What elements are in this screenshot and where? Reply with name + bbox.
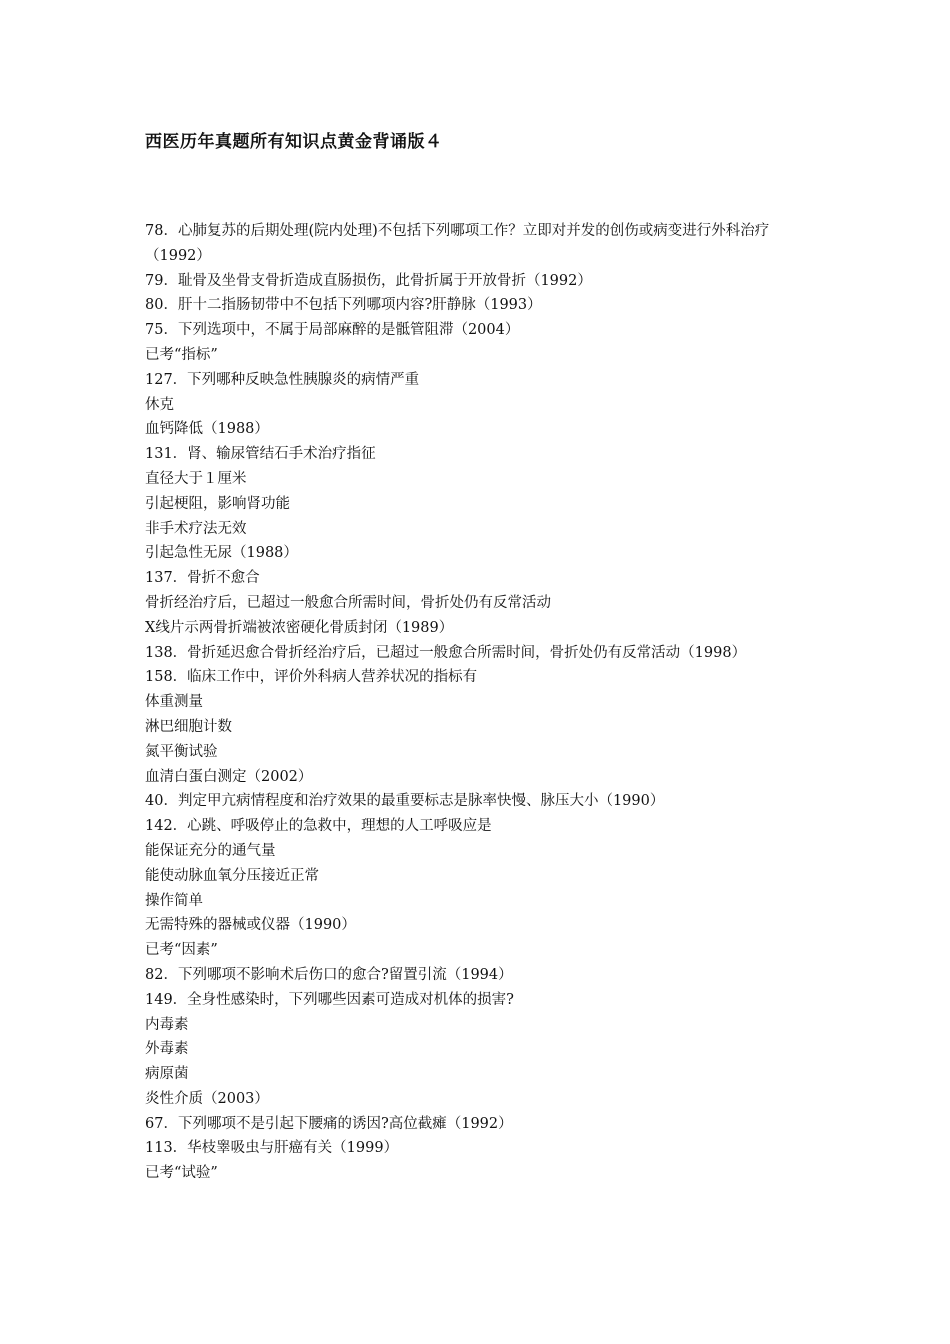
text-line: 131．肾、输尿管结石手术治疗指征: [145, 446, 376, 463]
text-line: 82．下列哪项不影响术后伤口的愈合?留置引流（1994）: [145, 966, 513, 983]
text-line: 已考“指标”: [145, 346, 218, 363]
text-line: 149．全身性感染时，下列哪些因素可造成对机体的损害?: [145, 991, 514, 1008]
text-line: 血钙降低（1988）: [145, 421, 269, 438]
text-line: 骨折经治疗后，已超过一般愈合所需时间，骨折处仍有反常活动: [145, 594, 551, 611]
text-line: 能使动脉血氧分压接近正常: [145, 867, 319, 884]
document-body: [145, 219, 810, 1186]
text-line: 体重测量: [145, 694, 203, 711]
text-line: 已考“因素”: [145, 942, 218, 959]
text-line: 氮平衡试验: [145, 743, 218, 760]
text-line: 非手术疗法无效: [145, 520, 247, 537]
text-line: 80．肝十二指肠韧带中不包括下列哪项内容?肝静脉（1993）: [145, 297, 542, 314]
text-line: 142．心跳、呼吸停止的急救中，理想的人工呼吸应是: [145, 818, 492, 835]
text-line: 79．耻骨及坐骨支骨折造成直肠损伤，此骨折属于开放骨折（1992）: [145, 272, 592, 289]
text-line: 能保证充分的通气量: [145, 842, 276, 859]
text-line: 引起急性无尿（1988）: [145, 545, 298, 562]
text-line: 血清白蛋白测定（2002）: [145, 768, 313, 785]
text-line: 淋巴细胞计数: [145, 718, 232, 735]
document-title: 西医历年真题所有知识点黄金背诵版４: [145, 132, 443, 152]
text-line: 病原菌: [145, 1066, 189, 1083]
text-line: 158．临床工作中，评价外科病人营养状况的指标有: [145, 669, 478, 686]
text-line: 引起梗阻，影响肾功能: [145, 495, 290, 512]
text-line: 炎性介质（2003）: [145, 1090, 269, 1107]
text-line: 127．下列哪种反映急性胰腺炎的病情严重: [145, 371, 420, 388]
text-line: 75．下列选项中，不属于局部麻醉的是骶管阻滞（2004）: [145, 322, 520, 339]
text-line: 67．下列哪项不是引起下腰痛的诱因?高位截瘫（1992）: [145, 1115, 513, 1132]
text-line: 137．骨折不愈合: [145, 570, 260, 587]
text-line: X线片示两骨折端被浓密硬化骨质封闭（1989）: [145, 619, 454, 636]
text-line: 113．华枝睾吸虫与肝癌有关（1999）: [145, 1140, 399, 1157]
text-line: 内毒素: [145, 1016, 189, 1033]
text-line: 操作简单: [145, 892, 203, 909]
text-line: 40．判定甲亢病情程度和治疗效果的最重要标志是脉率快慢、脉压大小（1990）: [145, 793, 665, 810]
text-line: 78．心肺复苏的后期处理(院内处理)不包括下列哪项工作？立即对并发的创伤或病变进行外科治疗（1992）: [145, 223, 770, 264]
text-line: 休克: [145, 396, 174, 413]
text-line: 直径大于１厘米: [145, 470, 247, 487]
text-line: 无需特殊的器械或仪器（1990）: [145, 917, 356, 934]
text-line: 已考“试验”: [145, 1165, 218, 1182]
text-line: 138．骨折延迟愈合骨折经治疗后，已超过一般愈合所需时间，骨折处仍有反常活动（1998）: [145, 644, 747, 661]
text-line: 外毒素: [145, 1041, 189, 1058]
